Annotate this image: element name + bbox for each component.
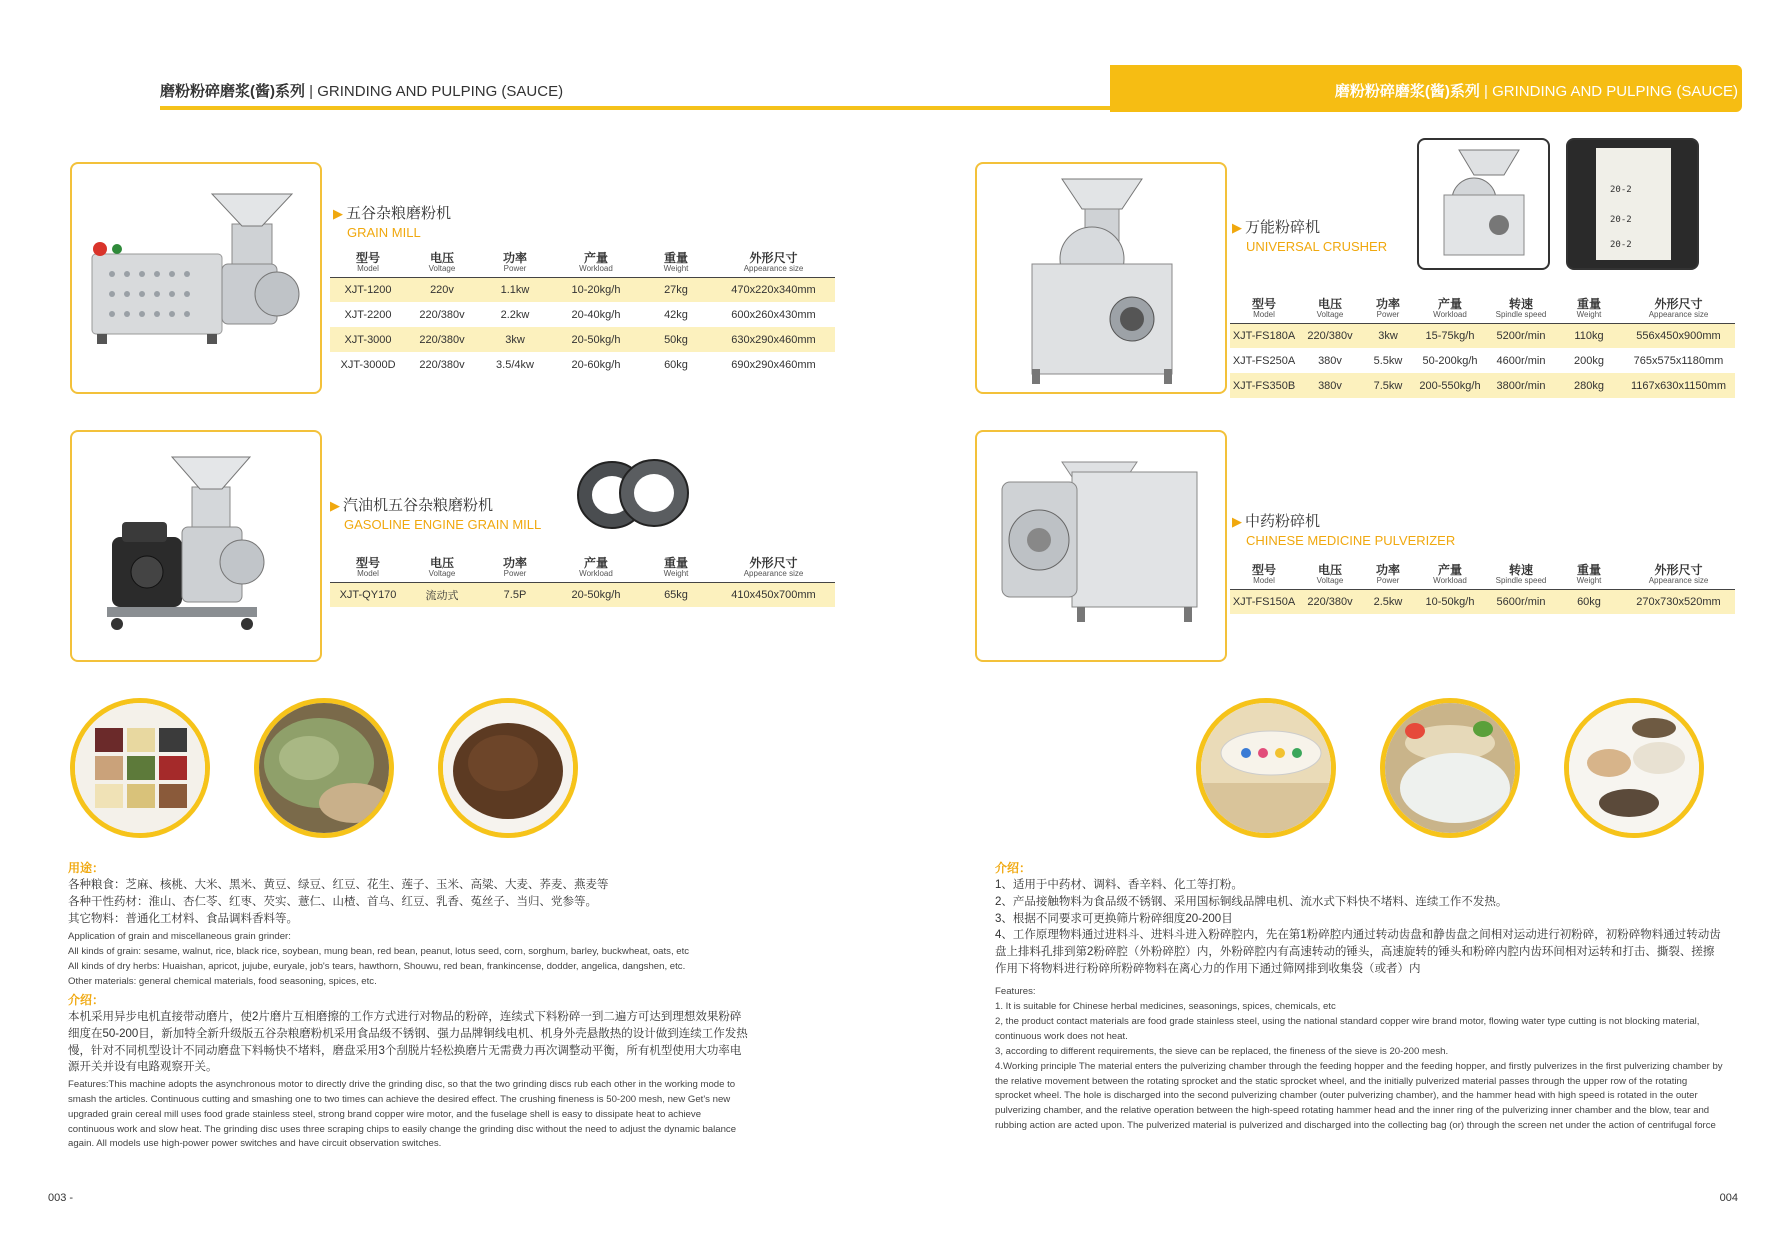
intro-cn-paragraph: 本机采用异步电机直接带动磨片，使2片磨片互相磨擦的工作方式进行对物品的粉碎，连续式下料粉碎一到二遍方可达到理想效果粉碎细度在50-200目，新加特全新升级版五谷杂粮磨粉机采用食品级不锈钢、强力品牌铜线电机、机身外壳悬散热的设计做到连续工作发热慢，针对不同机型设计不同动磨盘下料畅快不堵料，磨盘采用3个刮脱片轻松换磨片无需费力再次调整动平衡，所有机型使用大功率电源开关并设有电路观察开关。 (68, 1011, 748, 1074)
usage-line: 各种干性药材：淮山、杏仁苓、红枣、芡实、薏仁、山楂、首乌、红豆、乳香、菟丝子、当归、党参等。 (68, 896, 597, 909)
spices-illustration (1569, 703, 1699, 833)
header-right-en: GRINDING AND PULPING (SAUCE) (1492, 83, 1738, 100)
col-power: 功率 Power (1362, 562, 1414, 589)
brown-powder-illustration (443, 703, 573, 833)
col-weight: 重量 Weight (640, 250, 712, 277)
table-row: XJT-FS250A 380v 5.5kw 50-200kg/h 4600r/min 200kg 765x575x1180mm (1232, 354, 1724, 367)
grain-mill-spec-table (330, 250, 835, 377)
page-number-right: 004 (1719, 1192, 1738, 1204)
intro-line: 3、根据不同要求可更换筛片粉碎细度20-200目 (995, 912, 1233, 925)
header-left-cn: 磨粉粉碎磨浆(酱)系列 (160, 83, 305, 100)
gasoline-mill-spec-table (330, 555, 835, 607)
col-workload: 产量 Workload (1414, 296, 1486, 323)
sesame-illustration (1201, 703, 1331, 833)
flour-illustration (1385, 703, 1515, 833)
intro-en-paragraph: Features:This machine adopts the asynchronous motor to directly drive the grinding disc, so that the two grinding discs rub each other in the working mode to smash the articles. Continuous cutting and smashing one to two times can achieve the desired effect. The crushing fineness is 50-200 mesh, new Get's new upgraded grain cereal mill uses food grade stainless steel, strong brand copper wire motor, and the fuselage shell is easy to dissipate heat to achieve continuous work and slow heat. The grinding disc uses three scraping chips to easily change the grinding disc without the need to adjust the dynamic balance again. All models use high-power power switches and have circuit observation switches. (68, 1078, 737, 1150)
gasoline-mill-title-cn: 汽油机五谷杂粮磨粉机 (343, 497, 494, 514)
usage-title: 用途： (68, 861, 105, 875)
sieve-label: 20-2 (1610, 185, 1632, 195)
medicine-pulverizer-title-en: CHINESE MEDICINE PULVERIZER (1246, 533, 1456, 548)
table-row: XJT-FS150A 220/380v 2.5kw 10-50kg/h 5600r/min 60kg 270x730x520mm (1230, 589, 1735, 614)
usage-en-line: All kinds of dry herbs: Huaishan, apricot, jujube, euryale, job's tears, hawthorn, Shouwu, red bean, frankincense, dodder, angelica, dangshen, etc. (68, 961, 686, 973)
sieve-label: 20-2 (1610, 215, 1632, 225)
header-divider (160, 106, 1110, 110)
usage-en-line: Application of grain and miscellaneous grain grinder: (68, 931, 291, 943)
medicine-pulverizer-illustration (977, 432, 1225, 660)
col-model: 型号 Model (1230, 562, 1298, 589)
universal-crusher-title-cn: 万能粉碎机 (1245, 219, 1321, 236)
grain-mill-title-en: GRAIN MILL (347, 225, 421, 240)
title-arrow-icon: ▶ (1232, 514, 1242, 529)
header-left-en: GRINDING AND PULPING (SAUCE) (317, 83, 564, 100)
col-size: 外形尺寸 Appearance size (712, 555, 835, 582)
col-voltage: 电压 Voltage (1298, 562, 1362, 589)
col-power: 功率 Power (478, 250, 552, 277)
gasoline-mill-title (330, 494, 541, 532)
universal-crusher-spec-table (1230, 296, 1735, 398)
medicine-pulverizer-title-cn: 中药粉碎机 (1245, 513, 1321, 530)
header-left-sep: | (305, 83, 318, 100)
page-number-left: 003 - (48, 1192, 74, 1204)
table-header-row (1230, 562, 1735, 589)
intro-line: 1、适用于中药材、调料、香辛料、化工等打粉。 (995, 879, 1243, 892)
col-spindle-speed: 转速 Spindle speed (1486, 296, 1556, 323)
col-voltage: 电压 Voltage (1298, 296, 1362, 323)
table-row: XJT-3000 220/380v 3kw 20-50kg/h 50kg 630x290x460mm (330, 327, 835, 352)
features-title: Features: (995, 986, 1036, 998)
col-model: 型号 Model (1230, 296, 1298, 323)
table-row: XJT-QY170 流动式 7.5P 20-50kg/h 65kg 410x450x700mm (330, 582, 835, 607)
col-size: 外形尺寸 Appearance size (1622, 562, 1735, 589)
flour-photo-circle (1380, 698, 1520, 838)
table-header-row (330, 555, 835, 582)
feature-line: 4.Working principle The material enters the pulverizing chamber through the feeding hopper and the feeding hopper, and firstly pulverizes in the first pulverizing chamber by the relative movement between the rotating sprocket and the static sprocket wheel, and the initially pulverized material passes through the upper row of the rotating sprocket wheel. The hole is discharged into the second pulverizing chamber (outer pulverizing chamber), and the hammer head with high speed is rotated in the outer pulverizing chamber, and the relative operation between the high-speed rotating hammer head and the inner ring of the pulverizing inner chamber and the blow, tear and rubbing action are acted upon. The pulverized material is pulverized and discharged into the collecting bag (or) through the screen net under the action of centrifugal force (995, 1060, 1723, 1132)
gasoline-mill-title-en: GASOLINE ENGINE GRAIN MILL (344, 517, 542, 532)
col-size: 外形尺寸 Appearance size (1622, 296, 1735, 323)
feature-line: 1. It is suitable for Chinese herbal medicines, seasonings, spices, chemicals, etc (995, 1001, 1336, 1013)
table-row: XJT-2200 220/380v 2.2kw 20-40kg/h 42kg 600x260x430mm (344, 308, 816, 321)
header-left (160, 80, 563, 101)
grinding-discs-image (574, 455, 692, 533)
feature-line: 2, the product contact materials are food grade stainless steel, using the national standard copper wire brand motor, flowing water type cutting is not blocking material, continuous work does not heat. (995, 1016, 1700, 1042)
title-arrow-icon: ▶ (333, 206, 343, 221)
table-row: XJT-FS180A 220/380v 3kw 15-75kg/h 5200r/min 110kg 556x450x900mm (1230, 323, 1735, 348)
universal-crusher-illustration (977, 164, 1225, 392)
grain-mill-title (333, 202, 451, 240)
crusher-detail-thumbnail (1417, 138, 1550, 270)
col-size: 外形尺寸 Appearance size (712, 250, 835, 277)
table-header-row (1230, 296, 1735, 323)
table-row: XJT-3000D 220/380v 3.5/4kw 20-60kg/h 60kg 690x290x460mm (340, 358, 816, 371)
universal-crusher-title (1232, 216, 1387, 254)
col-spindle-speed: 转速 Spindle speed (1486, 562, 1556, 589)
universal-crusher-image (975, 162, 1227, 394)
brown-powder-photo-circle (438, 698, 578, 838)
col-workload: 产量 Workload (1414, 562, 1486, 589)
col-weight: 重量 Weight (1556, 562, 1622, 589)
col-power: 功率 Power (1362, 296, 1414, 323)
gasoline-mill-image (70, 430, 322, 662)
crusher-detail-illustration (1419, 140, 1548, 268)
col-voltage: 电压 Voltage (406, 250, 478, 277)
usage-line: 其它物料：普通化工材料、食品调料香料等。 (68, 912, 298, 925)
title-arrow-icon: ▶ (330, 498, 340, 513)
right-description (995, 860, 1725, 1134)
col-model: 型号 Model (330, 250, 406, 277)
right-intro-title: 介绍： (995, 861, 1032, 875)
usage-line: 各种粮食：芝麻、核桃、大米、黑米、黄豆、绿豆、红豆、花生、莲子、玉米、高粱、大麦、荞麦、燕麦等 (68, 879, 609, 892)
gasoline-mill-illustration (72, 432, 320, 660)
header-right (1335, 80, 1738, 101)
grain-mill-illustration (72, 164, 320, 392)
intro-title: 介绍： (68, 992, 105, 1007)
col-model: 型号 Model (330, 555, 406, 582)
col-voltage: 电压 Voltage (406, 555, 478, 582)
usage-en-line: Other materials: general chemical materials, food seasoning, spices, etc. (68, 975, 377, 987)
feature-line: 3, according to different requirements, the sieve can be replaced, the fineness of the sieve is 20-200 mesh. (995, 1045, 1449, 1057)
table-header-row (330, 250, 835, 277)
col-workload: 产量 Workload (552, 250, 640, 277)
header-right-sep: | (1479, 83, 1493, 100)
herb-powder-illustration (259, 703, 389, 833)
col-workload: 产量 Workload (552, 555, 640, 582)
sesame-photo-circle (1196, 698, 1336, 838)
grain-mill-image (70, 162, 322, 394)
herb-powder-photo-circle (254, 698, 394, 838)
universal-crusher-title-en: UNIVERSAL CRUSHER (1246, 239, 1388, 254)
intro-line: 4、工作原理物料通过进料斗、进料斗进入粉碎腔内，先在第1粉碎腔内通过转动齿盘和静齿盘之间相对运动进行初粉碎，初粉碎物料通过转动齿盘上排料孔排到第2粉碎腔（外粉碎腔）内，外粉碎腔内有高速转动的锤头，高速旋转的锤头和粉碎内腔内齿环间相对运转和打击、撕裂、搓擦作用下将物料进行粉碎所粉碎物料在离心力的作用下通过筛网排到收集袋（或者）内 (995, 929, 1721, 975)
sieve-label: 20-2 (1610, 240, 1632, 250)
medicine-pulverizer-image (975, 430, 1227, 662)
usage-en-line: All kinds of grain: sesame, walnut, rice, black rice, soybean, mung bean, red bean, peanut, lotus seed, corn, sorghum, barley, buckwheat, oats, etc (68, 946, 690, 958)
header-right-cn: 磨粉粉碎磨浆(酱)系列 (1334, 83, 1480, 100)
left-description (68, 860, 748, 1152)
col-weight: 重量 Weight (1556, 296, 1622, 323)
col-weight: 重量 Weight (640, 555, 712, 582)
table-row: XJT-1200 220v 1.1kw 10-20kg/h 27kg 470x220x340mm (330, 277, 835, 302)
spices-photo-circle (1564, 698, 1704, 838)
title-arrow-icon: ▶ (1232, 220, 1242, 235)
medicine-pulverizer-title (1232, 510, 1455, 548)
col-power: 功率 Power (478, 555, 552, 582)
medicine-pulverizer-spec-table (1230, 562, 1735, 614)
table-row: XJT-FS350B 380v 7.5kw 200-550kg/h 3800r/min 280kg 1167x630x1150mm (1230, 373, 1735, 398)
grains-illustration (75, 703, 205, 833)
mesh-sieves-thumbnail (1566, 138, 1699, 270)
intro-line: 2、产品接触物料为食品级不锈钢、采用国标铜线品牌电机、流水式下料快不堵料、连续工作不发热。 (995, 896, 1508, 909)
sieve-stack (1596, 148, 1671, 260)
grains-photo-circle (70, 698, 210, 838)
grain-mill-title-cn: 五谷杂粮磨粉机 (346, 205, 452, 222)
